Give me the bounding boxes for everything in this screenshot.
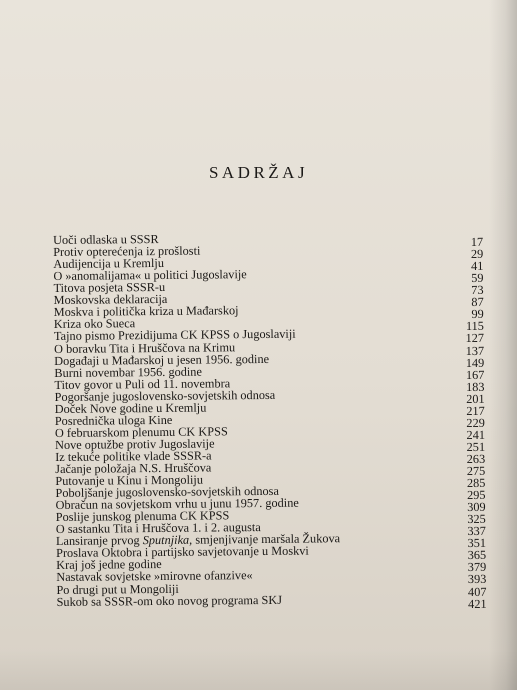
toc-entry-title: O boravku Tita i Hruščova na Krimu [54, 339, 236, 356]
toc-entry-page: 379 [467, 560, 487, 575]
toc-entry-page: 127 [465, 331, 485, 346]
toc-entry-page: 167 [465, 367, 485, 382]
toc-entry-title: Protiv opterećenja iz prošlosti [53, 243, 201, 260]
toc-entry-page: 251 [466, 439, 486, 454]
toc-entry-title: Nastavak sovjetske »mirovne ofanzive« [56, 568, 253, 585]
toc-entry-page: 407 [467, 584, 487, 599]
toc-entry-title: Proslava Oktobra i partijsko savjetovanje u Moskvi [56, 543, 309, 561]
toc-entry-title: Jačanje položaja N.S. Hruščova [55, 460, 212, 476]
toc-entry-title: Uoči odlaska u SSSR [53, 231, 159, 247]
toc-entry-title: Obračun na sovjetskom vrhu u junu 1957. godine [55, 495, 299, 513]
toc-entry-title: Događaji u Mađarskoj u jesen 1956. godine [54, 351, 270, 368]
toc-entry-title: Titova posjeta SSSR-u [53, 280, 166, 296]
toc-entry-page: 115 [465, 319, 484, 334]
page-bottom-shade [0, 650, 517, 690]
toc-entry-title: Doček Nove godine u Kremlju [54, 400, 207, 416]
toc-entry-title: Tajno pismo Prezidijuma CK KPSS o Jugoslaviji [53, 327, 296, 344]
toc-entry-title: Pogoršanje jugoslovensko-sovjetskih odnosa [54, 387, 276, 404]
toc-entry [56, 590, 487, 611]
toc-entry-title: O sastanku Tita i Hruščova 1. i 2. augusta [55, 520, 261, 537]
toc-entry-title: Putovanje u Kinu i Mongoliju [55, 472, 204, 488]
toc-entry-title: Lansiranje prvog Sputnjika, smjenjivanje maršala Žukova [55, 531, 341, 549]
toc-entry-title: Sukob sa SSSR-om oko novog programa SKJ [56, 592, 283, 609]
toc-entry-title: Poboljšanje jugoslovensko-sovjetskih odnosa [55, 483, 279, 501]
toc-entry-page: 73 [471, 283, 484, 298]
toc-entry-title: Nove optužbe protiv Jugoslavije [54, 436, 215, 452]
toc-entry-page: 241 [466, 427, 486, 442]
toc-entry-title: Burni novembar 1956. godine [54, 364, 202, 380]
toc-entry-title: Kriza oko Sueca [53, 316, 136, 332]
toc-entry-page: 201 [466, 391, 485, 406]
toc-entry-page: 337 [467, 524, 486, 539]
toc-entry-page: 229 [466, 415, 485, 430]
toc-entry-title: Audijencija u Kremlju [53, 256, 165, 272]
toc-entry-title: O februarskom plenumu CK KPSS [54, 424, 228, 440]
contents-heading: SADRŽAJ [208, 163, 309, 182]
toc-entry-page: 275 [466, 463, 486, 479]
toc-entry-page: 149 [465, 355, 485, 370]
toc-entry-title: Posrednička uloga Kine [54, 412, 173, 428]
toc-entry-page: 351 [467, 536, 487, 551]
toc-entry-title: Iz tekuće politike vlade SSSR-a [55, 448, 212, 464]
toc-entry-page: 29 [470, 246, 484, 262]
table-of-contents [53, 229, 509, 611]
toc-entry-page: 17 [470, 234, 484, 249]
toc-entry-title: Titov govor u Puli od 11. novembra [54, 375, 231, 392]
toc-entry-page: 41 [470, 258, 484, 274]
toc-entry-page: 99 [471, 307, 484, 322]
toc-entry-page: 421 [468, 596, 487, 611]
toc-entry-title: Moskovska deklaracija [53, 292, 168, 308]
toc-entry-page: 285 [466, 475, 486, 491]
toc-entry-page: 183 [465, 379, 485, 394]
toc-entry-page: 393 [467, 572, 487, 587]
toc-entry-title: Poslije junskog plenuma CK KPSS [55, 508, 230, 525]
toc-entry-page: 365 [467, 548, 487, 563]
page-edge-shadow [489, 0, 517, 690]
toc-entry-page: 263 [466, 451, 486, 466]
toc-entry-page: 137 [465, 343, 485, 358]
toc-entry-page: 87 [471, 295, 484, 310]
toc-entry-page: 217 [466, 403, 485, 418]
toc-entry-title: Moskva i politička kriza u Mađarskoj [53, 303, 239, 320]
toc-entry-page: 295 [467, 487, 486, 503]
toc-entry-title: Po drugi put u Mongoliji [56, 581, 179, 597]
toc-entry-page: 59 [471, 271, 484, 286]
toc-entry-title: O »anomalijama« u politici Jugoslavije [53, 267, 247, 284]
toc-entry-page: 309 [467, 499, 486, 515]
toc-entry-title: Kraj još jedne godine [56, 557, 162, 573]
toc-entry-page: 325 [467, 512, 486, 527]
